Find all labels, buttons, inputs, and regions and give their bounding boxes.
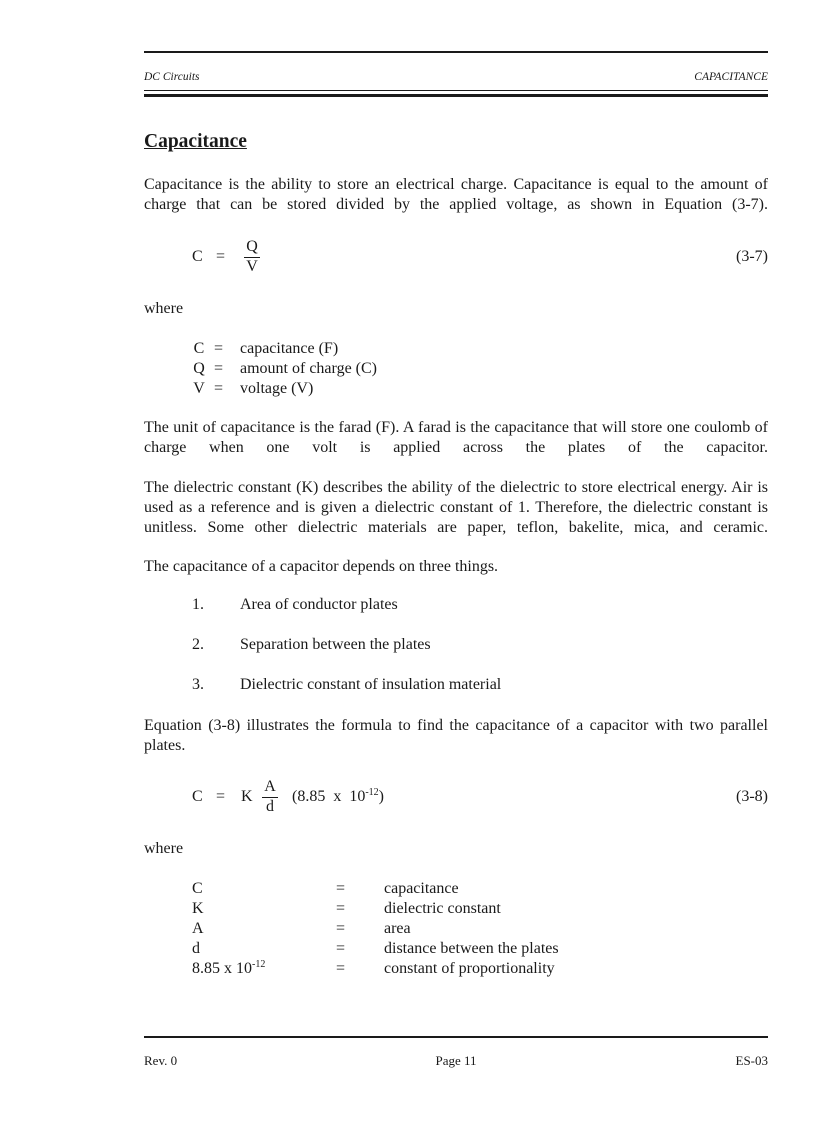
- header-thin-rule: [144, 90, 768, 91]
- variable-description: dielectric constant: [384, 900, 501, 917]
- variable-description: area: [384, 920, 411, 937]
- eq1-equals: =: [216, 248, 226, 265]
- list-item-text: Dielectric constant of insulation material: [240, 676, 502, 693]
- eq2-fraction: [262, 779, 278, 815]
- list-item-number: 2.: [192, 636, 204, 653]
- variable-symbol: A: [192, 920, 204, 937]
- section-title: Capacitance: [144, 131, 247, 152]
- footer-rule: [144, 1036, 768, 1038]
- where-label-2: where: [144, 840, 184, 857]
- variable-equals: =: [214, 380, 224, 397]
- variable-equals: =: [336, 900, 346, 917]
- footer-doc-id: ES-03: [735, 1053, 768, 1068]
- variable-description: voltage (V): [240, 380, 314, 397]
- footer-revision: Rev. 0: [144, 1053, 178, 1068]
- variable-symbol: C: [193, 340, 205, 357]
- variable-description: constant of proportionality: [384, 960, 555, 977]
- eq1-number: (3-7): [736, 248, 768, 265]
- variable-equals: =: [336, 920, 346, 937]
- variable-symbol: 8.85 x $10^{-12}$: [192, 959, 266, 977]
- variable-equals: =: [214, 360, 224, 377]
- eq2-lhs: C: [192, 788, 203, 805]
- eq2-k: K: [241, 788, 253, 805]
- list-item-number: 3.: [192, 676, 204, 693]
- variable-equals: =: [214, 340, 224, 357]
- variable-description: capacitance (F): [240, 340, 339, 357]
- list-item-text: Separation between the plates: [240, 636, 431, 653]
- equation-intro-paragraph: Equation (3-8) illustrates the formula to find the capacitance of a capacitor with two parallel plates.: [144, 717, 768, 754]
- footer-page-number: Page 11: [435, 1053, 477, 1068]
- variable-description: amount of charge (C): [240, 360, 377, 377]
- variable-equals: =: [336, 940, 346, 957]
- depends-paragraph: The capacitance of a capacitor depends on three things.: [144, 558, 499, 575]
- header-left-text: DC Circuits: [144, 71, 200, 83]
- farad-paragraph: The unit of capacitance is the farad (F). A farad is the capacitance that will store one coulomb of charge when one volt is applied across the plates of the capacitor.: [144, 419, 768, 456]
- list-item-text: Area of conductor plates: [240, 596, 398, 613]
- dielectric-paragraph: The dielectric constant (K) describes the ability of the dielectric to store electrical energy. Air is used as a reference and is given a dielectric constant of 1. Therefore, the dielectric constant is unitless. Some other dielectric materials are paper, teflon, bakelite, mica, and ceramic.: [144, 479, 768, 536]
- header-top-rule: [144, 51, 768, 53]
- eq1-lhs: C: [192, 248, 203, 265]
- document-page: [144, 0, 768, 1123]
- variable-description: capacitance: [384, 880, 459, 897]
- eq2-denominator: d: [266, 798, 274, 815]
- variable-symbol: V: [193, 380, 205, 397]
- eq2-numerator: A: [264, 778, 276, 795]
- eq1-fraction: [244, 239, 260, 275]
- list-item-number: 1.: [192, 596, 204, 613]
- variable-equals: =: [336, 960, 346, 977]
- variable-symbol: K: [192, 900, 204, 917]
- where-label-1: where: [144, 300, 184, 317]
- header-thick-rule: [144, 94, 768, 97]
- eq2-number: (3-8): [736, 788, 768, 805]
- eq1-denominator: V: [246, 258, 258, 275]
- variable-equals: =: [336, 880, 346, 897]
- intro-paragraph: Capacitance is the ability to store an electrical charge. Capacitance is equal to the amount of charge that can be stored divided by the applied voltage, as shown in Equation (3-7).: [144, 176, 768, 213]
- eq1-numerator: Q: [246, 238, 258, 255]
- variable-description: distance between the plates: [384, 940, 559, 957]
- variable-symbol: C: [192, 880, 203, 897]
- eq2-constant: (8.85 x $10^{-12}$): [292, 787, 384, 805]
- variable-symbol: Q: [193, 360, 205, 377]
- variable-symbol: d: [192, 940, 200, 957]
- header-right-text: CAPACITANCE: [694, 71, 768, 83]
- eq2-equals: =: [216, 788, 226, 805]
